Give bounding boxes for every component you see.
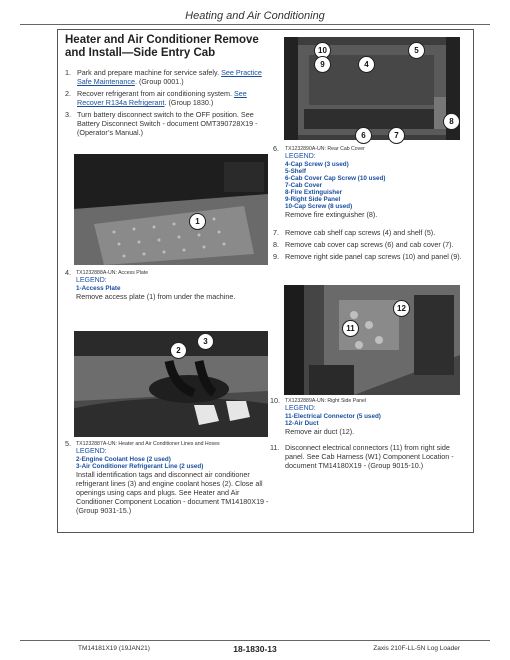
step-number: 3. — [65, 110, 71, 119]
step-number: 10. — [270, 396, 280, 405]
legend-heading: LEGEND: — [76, 448, 107, 455]
step-number: 2. — [65, 89, 71, 98]
step-number: 1. — [65, 68, 71, 77]
callout-3: 3 — [197, 333, 214, 350]
legend-item: 5-Shelf — [285, 168, 306, 175]
step-text: Turn battery disconnect switch to the OFF position. See Battery Disconnect Switch - document OMT390728X19 - (Operator’s Manual.) — [77, 110, 258, 137]
step-text: Remove fire extinguisher (8). — [285, 210, 378, 219]
step-text: Remove cab shelf cap screws (4) and shelf (5). — [285, 228, 436, 237]
right-side-panel-photo — [284, 285, 460, 395]
step-text-after: . (Group 0001.) — [134, 77, 184, 86]
legend-item: 2-Engine Coolant Hose (2 used) — [76, 456, 171, 463]
step-number: 5. — [65, 439, 71, 448]
step-9 — [273, 252, 468, 261]
step-1 — [65, 68, 270, 86]
legend-item: 11-Electrical Connector (5 used) — [285, 413, 381, 420]
callout-4: 4 — [358, 56, 375, 73]
callout-6: 6 — [355, 127, 372, 144]
legend-item: 4-Cap Screw (3 used) — [285, 161, 349, 168]
footer-machine-name: Zaxis 210F-LL-5N Log Loader — [373, 645, 460, 652]
legend-item: 6-Cab Cover Cap Screw (10 used) — [285, 175, 386, 182]
step-text: Remove cab cover cap screws (6) and cab cover (7). — [285, 240, 454, 249]
figure-caption: TX1232887A-UN: Heater and Air Conditioner Lines and Hoses — [76, 441, 220, 447]
step-number: 11. — [270, 443, 280, 452]
access-plate-photo — [74, 154, 268, 265]
step-text: Recover refrigerant from air conditioning system. — [77, 89, 232, 98]
callout-2: 2 — [170, 342, 187, 359]
footer-document-id: TM14181X19 (19JAN21) — [78, 645, 150, 652]
step-text-after: . (Group 1830.) — [164, 98, 214, 107]
step-text: Disconnect electrical connectors (11) from right side panel. See Cab Harness (W1) Component Location - document TM14180X19 - (Group 9015-10.) — [285, 443, 454, 470]
header-rule — [20, 24, 490, 25]
step-number: 6. — [273, 144, 279, 153]
step-8 — [273, 240, 468, 249]
step-text: Park and prepare machine for service safely. — [77, 68, 220, 77]
legend-item: 12-Air Duct — [285, 420, 319, 427]
section-title: Heater and Air Conditioner Remove and Install—Side Entry Cab — [65, 34, 259, 59]
callout-11: 11 — [342, 320, 359, 337]
callout-10: 10 — [314, 42, 331, 59]
legend-item: 10-Cap Screw (8 used) — [285, 203, 353, 210]
callout-1: 1 — [189, 213, 206, 230]
step-7 — [273, 228, 468, 237]
callout-7: 7 — [388, 127, 405, 144]
step-2 — [65, 89, 270, 107]
page-header-title: Heating and Air Conditioning — [185, 10, 325, 22]
legend-item: 8-Fire Extinguisher — [285, 189, 343, 196]
callout-8: 8 — [443, 113, 460, 130]
recover-refrigerant-link[interactable]: See Recover R134a Refrigerant — [77, 89, 247, 107]
footer-rule — [20, 640, 490, 641]
step-number: 8. — [273, 240, 279, 249]
step-text: Remove access plate (1) from under the machine. — [76, 292, 236, 301]
step-number: 9. — [273, 252, 279, 261]
step-text: Remove air duct (12). — [285, 427, 355, 436]
callout-5: 5 — [408, 42, 425, 59]
figure-caption: TX1232890A-UN: Rear Cab Cover — [285, 146, 365, 152]
legend-item: 7-Cab Cover — [285, 182, 323, 189]
figure-caption: TX1232888A-UN: Access Plate — [76, 270, 149, 276]
step-3 — [65, 110, 270, 137]
figure-caption: TX1232889A-UN: Right Side Panel — [285, 398, 367, 404]
step-number: 4. — [65, 268, 71, 277]
step-11 — [270, 443, 468, 470]
legend-heading: LEGEND: — [285, 405, 316, 412]
callout-12: 12 — [393, 300, 410, 317]
footer-page-number: 18-1830-13 — [233, 644, 277, 654]
rear-cab-cover-photo — [284, 37, 460, 140]
callout-9: 9 — [314, 56, 331, 73]
step-number: 7. — [273, 228, 279, 237]
practice-safe-maintenance-link[interactable]: See Practice Safe Maintenance — [77, 68, 262, 86]
step-text: Install identification tags and disconnect air conditioner refrigerant lines (3) and engine coolant hoses (2). Close all openings using caps and plugs. See Heater and Air Conditioner Component Location - document TM14180X19 - (Group 9031-15.) — [76, 470, 269, 515]
legend-item: 3-Air Conditioner Refrigerant Line (2 used) — [76, 463, 204, 470]
legend-item: 9-Right Side Panel — [285, 196, 341, 203]
step-text: Remove right side panel cap screws (10) and panel (9). — [285, 252, 462, 261]
legend-heading: LEGEND: — [76, 277, 107, 284]
legend-item: 1-Access Plate — [76, 285, 121, 292]
legend-heading: LEGEND: — [285, 153, 316, 160]
